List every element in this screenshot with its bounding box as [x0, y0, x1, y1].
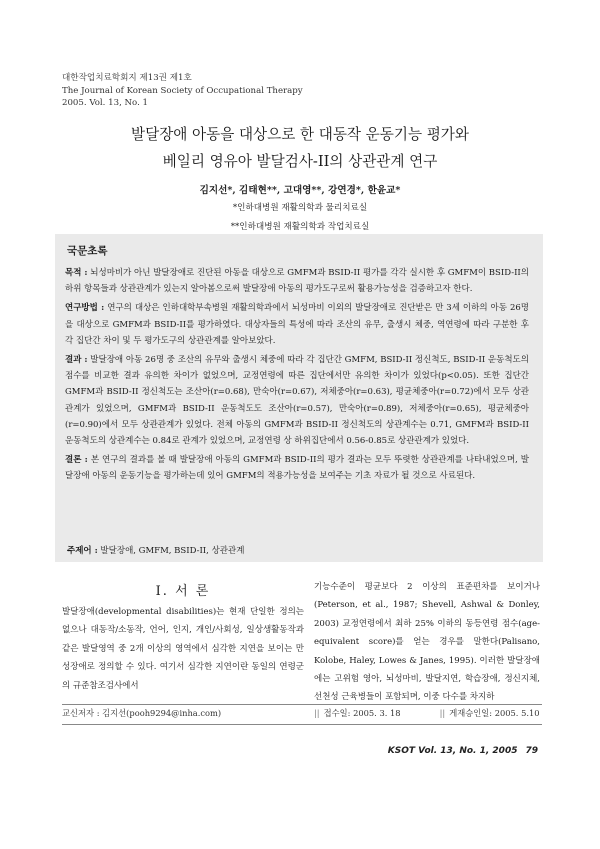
affiliation-1: *인하대병원 재활의학과 물리치료실: [232, 203, 368, 213]
paper-title: [0, 121, 600, 175]
keywords-text: 발달장애, GMFM, BSID-II, 상관관계: [97, 546, 245, 556]
affiliations: [0, 199, 600, 237]
section-title-introduction: I. 서 론: [155, 584, 211, 599]
result-label: 결과 :: [65, 355, 88, 366]
purpose-text: 뇌성마비가 아닌 발달장애로 진단된 아동을 대상으로 GMFM과 BSID-II 평가를 각각 실시한 후 GMFM이 BSID-II의 하위 항목들과 상관관계가 있는지 알아봄으로써 발달장애 아동의 평가도구로써 활용가능성을 검증하고자 한다.: [65, 268, 529, 295]
page-footer-journal: KSOT Vol. 13, No. 1, 2005: [387, 746, 518, 756]
correspondence-author: 교신저자 : 김지선(pooh9294@inha.com): [62, 708, 222, 718]
conclusion-text: 본 연구의 결과를 볼 때 발달장애 아동의 GMFM과 BSID-II의 평가 결과는 모두 뚜렷한 상관관계를 나타내었으며, 발달장애 아동의 운동기능을 평가하는데 있어 GMFM의 적용가능성을 보여주는 기초 자료가 될 것으로 사료된다.: [65, 455, 529, 482]
body-column-left: 발달장애(developmental disabilities)는 현재 단일한 정의는 없으나 대동작/소동작, 언어, 인지, 개인/사회성, 일상생활동작과 같은 발달영역 중 2개 이상의 영역에서 심각한 지연을 보이는 만성장애로 정의할 수 있다. 여기서 심각한 지연이란 동일의 연령군의 규준참조검사에서: [62, 607, 304, 691]
purpose-label: 목적 :: [65, 268, 88, 278]
method-label: 연구방법 :: [65, 303, 105, 314]
page-footer: [388, 746, 538, 756]
footer-separator: ||: [314, 708, 320, 718]
author-list: 김지선*, 김태현**, 고대영**, 강연경*, 한윤교*: [199, 185, 401, 196]
correspondence-footer: [62, 707, 542, 719]
result-text: 발달장애 아동 26명 중 조산의 유무와 출생시 체중에 따라 각 집단간 GMFM, BSID-II 정신척도, BSID-II 운동척도의 점수를 비교한 결과 유의한 차이가 없었으며, 교정연령에 따른 집단에서만 유의한 차이가 있었다(p<0.05). 또한 집단간 GMFM과 BSID-II 정신척도는 조산아(r=0.68), 만숙아(r=0.67), 저체중아(r=0.63), 평균체중아(r=0.72)에서 모두 상관관계가 있었으며, GMFM과 BSID-II 운동척도도 조산아(r=0.57), 만숙아(r=0.89), 저체중아(r=0.65), 평균체중아(r=0.90)에서 모두 상관관계가 있었다. 전체 아동의 GMFM과 BSID-II 정신척도의 상관계수는 0.71, GMFM과 BSID-II 운동척도의 상관계수는 0.84로 관계가 있었으며, 교정연령 상 하위집단에서 0.56-0.85로 상관관계가 있었다.: [65, 355, 529, 447]
journal-header: [62, 72, 303, 110]
journal-issue: 2005. Vol. 13, No. 1: [62, 98, 149, 108]
received-date: 접수일: 2005. 3. 18: [323, 708, 401, 718]
abstract-result: [65, 352, 529, 449]
abstract-heading: 국문초록: [67, 245, 108, 257]
accepted-date: 게재승인일: 2005. 5.10: [449, 708, 540, 718]
abstract-keywords: [67, 544, 244, 556]
affiliation-2: **인하대병원 재활의학과 작업치료실: [230, 222, 370, 232]
abstract-body: [65, 265, 529, 488]
abstract-purpose: [65, 265, 529, 297]
body-column-right: 기능수준이 평균보다 2 이상의 표준편차를 보이거나 (Peterson, et al., 1987; Shevell, Ashwal & Donley, 2003) 교정연령에서 최하 25% 이하의 동등연령 점수(age-equivalent score)를 얻는 경우를 말한다(Palisano, Kolobe, Haley, Lowes & Janes, 1995). 이러한 발달장애에는 고위험 영아, 뇌성마비, 발달지연, 학습장애, 정신지체, 선천성 근육병들이 포함되며, 이중 다수를 차지하: [314, 582, 540, 703]
page-number: 79: [525, 746, 538, 756]
keywords-label: 주제어 :: [67, 546, 98, 556]
method-text: 연구의 대상은 인하대학부속병원 재활의학과에서 뇌성마비 이외의 발달장애로 진단받은 만 3세 이하의 아동 26명을 대상으로 GMFM과 BSID-II를 평가하였다. 대상자들의 특성에 따라 조산의 유무, 출생시 체중, 역연령에 따라 구분한 후 각 집단간 차이 및 두 평가도구의 상관관계를 알아보았다.: [65, 303, 529, 346]
footer-separator: ||: [439, 708, 446, 718]
journal-name-ko: 대한작업치료학회지 제13권 제1호: [62, 73, 192, 83]
abstract-box: [55, 234, 543, 562]
journal-name-en: The Journal of Korean Society of Occupational Therapy: [62, 85, 303, 96]
title-line-1: 발달장애 아동을 대상으로 한 대동작 운동기능 평가와: [131, 126, 469, 143]
abstract-conclusion: [65, 452, 529, 484]
footer-rule-top: [62, 704, 542, 705]
title-line-2: 베일리 영유아 발달검사-II의 상관관계 연구: [162, 153, 438, 170]
conclusion-label: 결론 :: [65, 455, 88, 466]
abstract-method: [65, 300, 529, 349]
footer-rule-bottom: [62, 724, 542, 725]
